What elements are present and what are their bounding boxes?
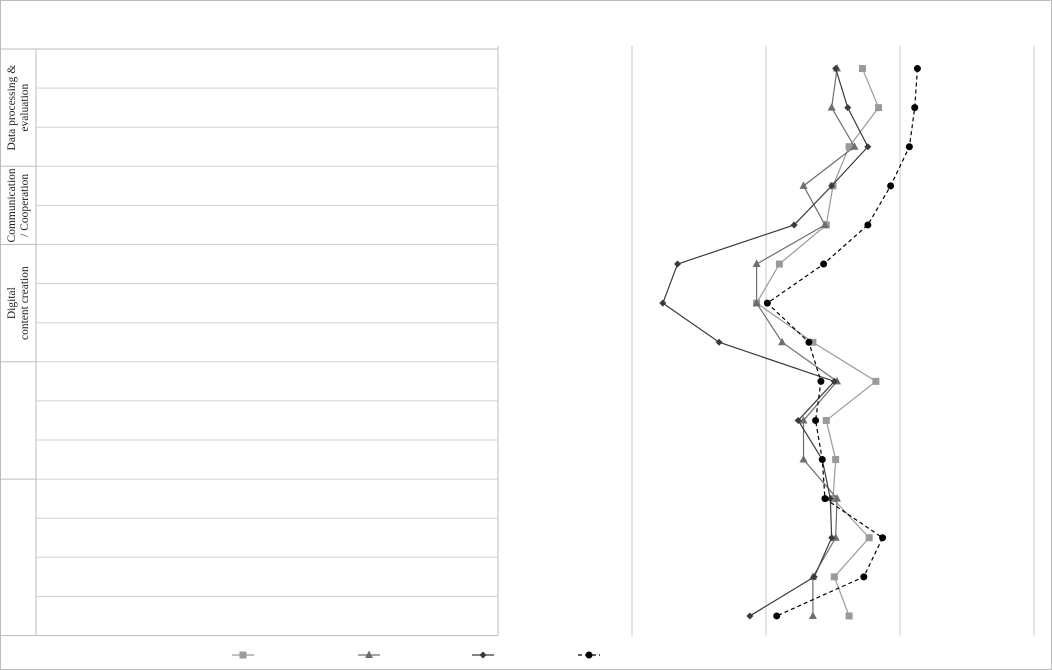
- data-point-circle: [819, 456, 826, 463]
- series-line-2: [663, 69, 868, 616]
- data-point-circle: [817, 378, 824, 385]
- data-point-circle: [805, 339, 812, 346]
- group-label: Digitalcontent creation: [6, 266, 31, 341]
- data-point-circle: [887, 182, 894, 189]
- data-point-triangle: [753, 260, 761, 268]
- group-label: Data processing &evaluation: [6, 64, 31, 151]
- data-point-circle: [821, 495, 828, 502]
- data-point-circle: [773, 612, 780, 619]
- group-label: Communication/ Cooperation: [6, 168, 31, 243]
- data-point-circle: [879, 534, 886, 541]
- data-point-square: [831, 573, 838, 580]
- data-point-triangle: [828, 103, 836, 111]
- data-point-circle: [864, 221, 871, 228]
- data-point-circle: [764, 300, 771, 307]
- data-point-diamond: [746, 612, 753, 619]
- data-point-circle: [812, 417, 819, 424]
- data-point-diamond: [716, 339, 723, 346]
- data-point-triangle: [800, 181, 808, 189]
- data-point-square: [832, 456, 839, 463]
- legend-marker-square: [240, 652, 247, 659]
- data-point-square: [776, 261, 783, 268]
- data-point-circle: [911, 104, 918, 111]
- data-point-square: [866, 534, 873, 541]
- series-line-0: [757, 69, 879, 616]
- data-point-square: [846, 612, 853, 619]
- data-point-square: [823, 417, 830, 424]
- data-point-circle: [914, 65, 921, 72]
- data-point-triangle: [809, 611, 817, 619]
- data-point-square: [872, 378, 879, 385]
- data-point-diamond: [844, 104, 851, 111]
- data-point-square: [859, 65, 866, 72]
- data-point-square: [875, 104, 882, 111]
- data-point-circle: [906, 143, 913, 150]
- outer-frame: [1, 1, 1052, 670]
- series-line-3: [767, 69, 917, 616]
- legend-marker-circle: [586, 652, 593, 659]
- data-point-diamond: [659, 300, 666, 307]
- data-point-circle: [820, 261, 827, 268]
- data-point-triangle: [800, 455, 808, 463]
- legend-marker-triangle: [365, 651, 373, 659]
- legend-marker-diamond: [480, 652, 487, 659]
- data-point-diamond: [674, 261, 681, 268]
- data-point-circle: [860, 573, 867, 580]
